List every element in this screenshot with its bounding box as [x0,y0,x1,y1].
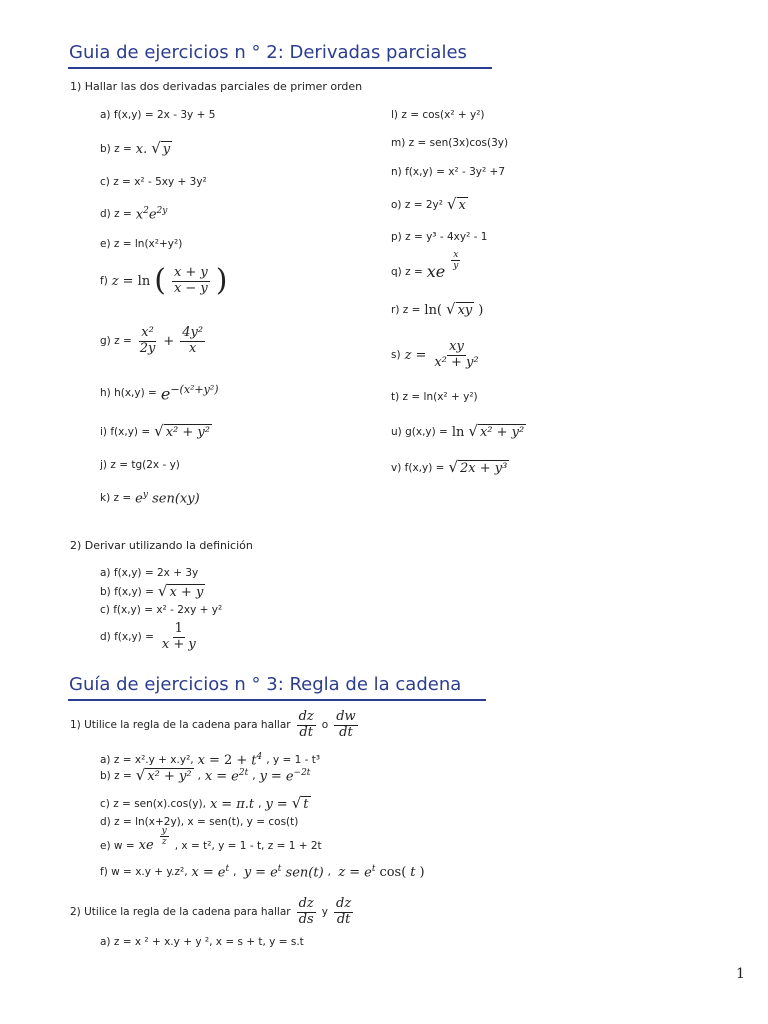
chain-item-d: d) z = ln(x+2y), x = sen(t), y = cos(t) [100,816,299,828]
item-f: f) z = ln ( $\frac{x + y}{x - y}$ ) [100,263,228,299]
item-j: j) z = tg(2x - y) [100,459,180,471]
item-c: c) z = x² - 5xy + 3y² [100,176,207,188]
question-2-prompt: 2) Derivar utilizando la definición [70,539,253,552]
item-l: l) z = cos(x² + y²) [391,109,485,121]
item-o: o) z = 2y² √ x [391,195,466,213]
chain-item-c: c) z = sen(x).cos(y), x = π.t , y = √ t [100,794,309,812]
item-r: r) z = ln( √ xy ) [391,300,484,318]
item-h: h) h(x,y) = $e^{-(x^2+y^2)}$ [100,383,219,404]
chain-q2-item-a: a) z = x ² + x.y + y ², x = s + t, y = s.t [100,936,304,948]
def-item-b: b) f(x,y) = √ x + y [100,582,204,600]
chain-question-1: 1) Utilice la regla de la cadena para hallar $\frac{dz}{dt}$ o $\frac{dw}{dt}$ [70,709,356,740]
chain-item-e: e) w = xe $\frac{y}{z}$ , x = t², y = 1 - t, z = 1 + 2t [100,825,322,853]
item-u: u) g(x,y) = ln √ x² + y² [391,422,525,440]
item-e: e) z = ln(x²+y²) [100,238,183,250]
title-underline-2 [68,699,486,701]
item-d: d) z = $x^2e^{2y}$ [100,206,168,223]
chain-item-a: a) z = x².y + x.y², x = 2 + $t^4$ , y = 1 - t³ [100,752,321,769]
item-a: a) f(x,y) = 2x - 3y + 5 [100,109,216,121]
item-k: k) z = $e^y$ sen(xy) [100,490,200,507]
chain-question-2: 2) Utilice la regla de la cadena para hallar $\frac{dz}{ds}$ y $\frac{dz}{dt}$ [70,896,352,927]
section-title-regla-cadena: Guía de ejercicios n ° 3: Regla de la cadena [69,674,462,695]
item-i: i) f(x,y) = √ x² + y² [100,422,210,440]
title-underline [68,67,492,69]
item-m: m) z = sen(3x)cos(3y) [391,137,509,149]
def-item-c: c) f(x,y) = x² - 2xy + y² [100,604,223,616]
item-n: n) f(x,y) = x² - 3y² +7 [391,166,506,178]
item-q: q) z = xe $\frac{x}{y}$ [391,249,459,281]
chain-item-f: f) w = x.y + y.z², x = $e^t$ , y = $e^t$ sen(t) , z = $e^t$ cos( t ) [100,864,425,881]
question-1-prompt: 1) Hallar las dos derivadas parciales de primer orden [70,80,363,93]
section-title-derivadas: Guia de ejercicios n ° 2: Derivadas parciales [69,42,467,63]
item-s: s) z = $\frac{xy}{\text{x² + y²}}$ [391,339,479,370]
def-item-d: d) f(x,y) = $\frac{1}{x + y}$ [100,621,196,652]
page-number: 1 [736,966,745,982]
chain-item-b: b) z = √ x² + y² , x = $e^{2t}$ , y = $e^{-2t}$ [100,766,311,785]
item-b: b) z = x. √ y [100,139,171,157]
def-item-a: a) f(x,y) = 2x + 3y [100,567,199,579]
item-p: p) z = y³ - 4xy² - 1 [391,231,488,243]
item-v: v) f(x,y) = √ 2x + y³ [391,458,508,476]
item-g: g) z = $\frac{\text{x²}}{2y}$ + $\frac{\text{4y²}}{x}$ [100,325,204,356]
item-t: t) z = ln(x² + y²) [391,391,478,403]
